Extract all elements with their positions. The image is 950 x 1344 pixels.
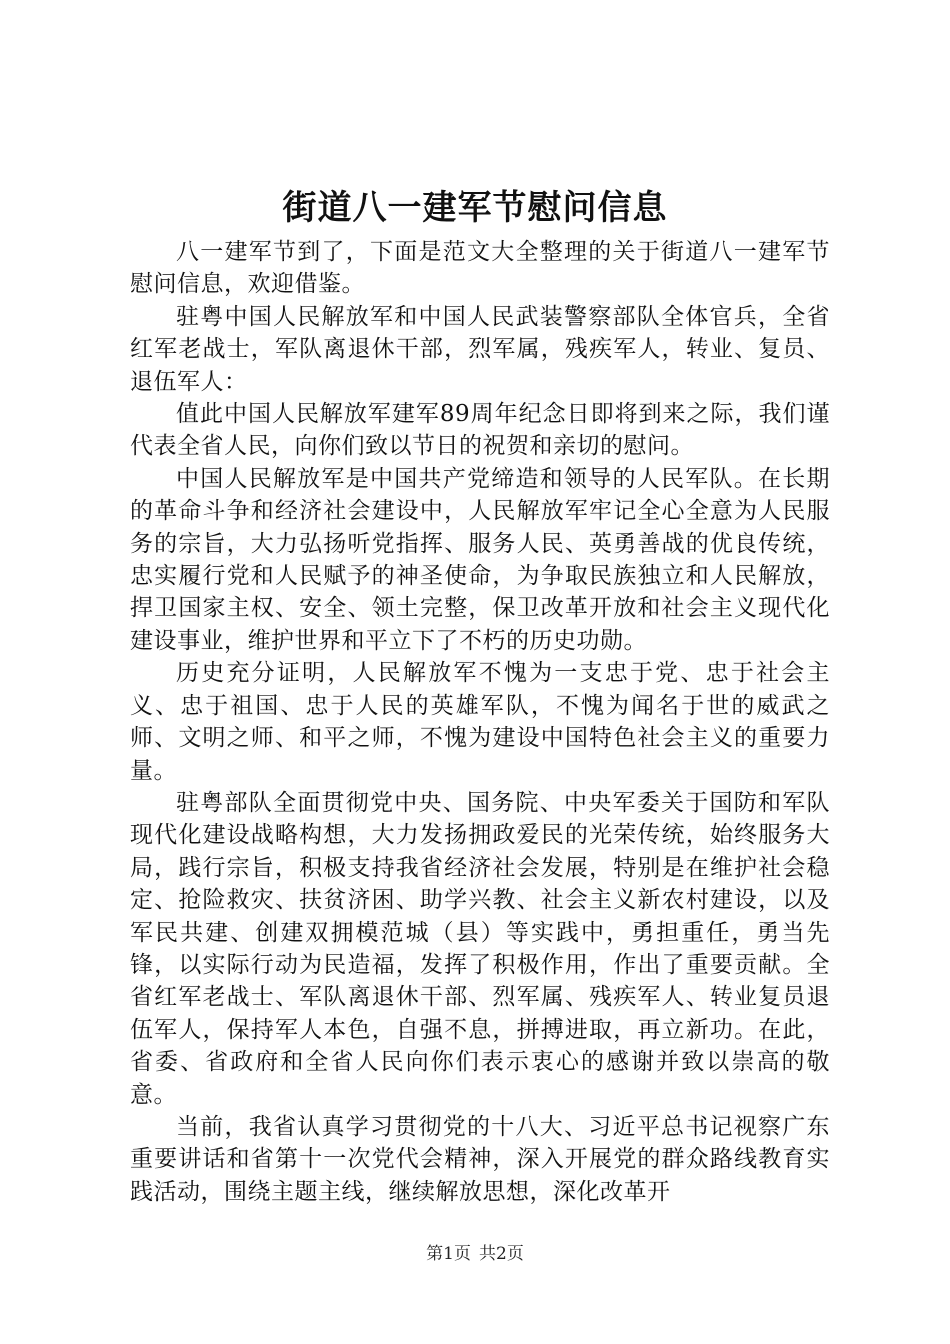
document-body	[130, 236, 830, 1208]
page-total: 共2页	[479, 1244, 524, 1264]
paragraph-intro: 八一建军节到了，下面是范文大全整理的关于街道八一建军节慰问信息，欢迎借鉴。	[130, 239, 830, 298]
page-number: 第1页	[426, 1244, 471, 1264]
paragraph-greeting: 值此中国人民解放军建军89周年纪念日即将到来之际，我们谨代表全省人民，向你们致以节日的祝贺和亲切的慰问。	[130, 401, 830, 460]
paragraph-current: 当前，我省认真学习贯彻党的十八大、习近平总书记视察广东重要讲话和省第十一次党代会精神，深入开展党的群众路线教育实践活动，围绕主题主线，继续解放思想，深化改革开	[130, 1113, 830, 1205]
page-footer	[0, 1242, 950, 1266]
paragraph-salutation: 驻粤中国人民解放军和中国人民武装警察部队全体官兵，全省红军老战士，军队离退休干部，烈军属，残疾军人，转业、复员、退伍军人：	[130, 303, 830, 395]
paragraph-contribution: 驻粤部队全面贯彻党中央、国务院、中央军委关于国防和军队现代化建设战略构想，大力发扬拥政爱民的光荣传统，始终服务大局，践行宗旨，积极支持我省经济社会发展，特别是在维护社会稳定、抢险救灾、扶贫济困、助学兴教、社会主义新农村建设，以及军民共建、创建双拥模范城（县）等实践中，勇担重任，勇当先锋，以实际行动为民造福，发挥了积极作用，作出了重要贡献。全省红军老战士、军队离退休干部、烈军属、残疾军人、转业复员退伍军人，保持军人本色，自强不息，拼搏进取，再立新功。在此，省委、省政府和全省人民向你们表示衷心的感谢并致以崇高的敬意。	[130, 789, 830, 1108]
paragraph-proof: 历史充分证明，人民解放军不愧为一支忠于党、忠于社会主义、忠于祖国、忠于人民的英雄军队，不愧为闻名于世的威武之师、文明之师、和平之师，不愧为建设中国特色社会主义的重要力量。	[130, 660, 830, 784]
paragraph-history: 中国人民解放军是中国共产党缔造和领导的人民军队。在长期的革命斗争和经济社会建设中，人民解放军牢记全心全意为人民服务的宗旨，大力弘扬听党指挥、服务人民、英勇善战的优良传统，忠实履行党和人民赋予的神圣使命，为争取民族独立和人民解放，捍卫国家主权、安全、领土完整，保卫改革开放和社会主义现代化建设事业，维护世界和平立下了不朽的历史功勋。	[130, 465, 830, 654]
document-title: 街道八一建军节慰问信息	[282, 188, 668, 228]
